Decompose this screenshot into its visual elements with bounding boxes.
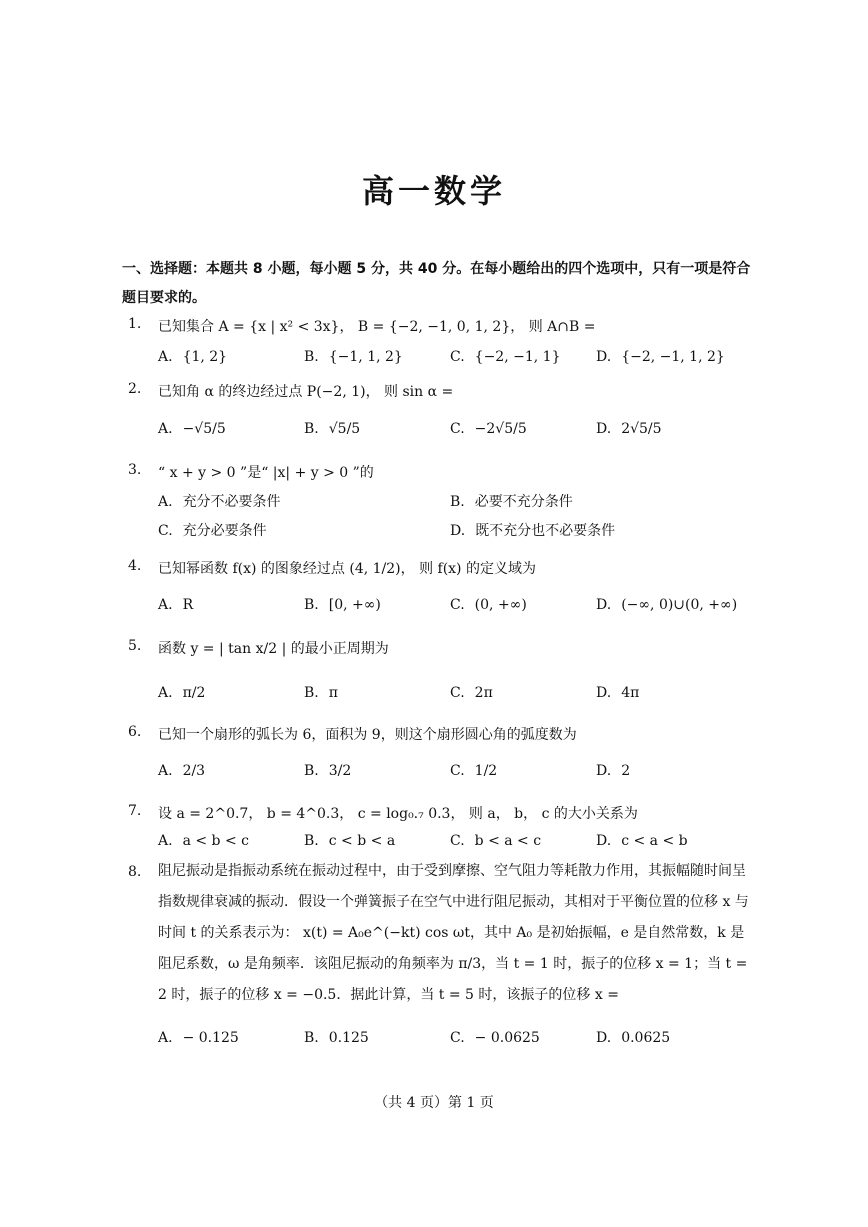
option-d: D. 2 <box>596 763 631 779</box>
option-a: A. − 0.125 <box>158 1030 239 1046</box>
question-text: 已知集合 A = {x | x² < 3x}， B = {−2, −1, 0, 1, 2}， 则 A∩B = <box>158 319 596 335</box>
option-a: A. 充分不必要条件 <box>158 494 281 510</box>
option-b: B. 0.125 <box>304 1030 369 1046</box>
question-text: 阻尼振动是指振动系统在振动过程中，由于受到摩擦、空气阻力等耗散力作用，其振幅随时间呈指数规律衰减的振动．假设一个弹簧振子在空气中进行阻尼振动，其相对于平衡位置的位移 x 与时间 t 的关系表示为： x(t) = A₀e^(−kt) cos ωt，其中 A₀ 是初始振幅，e 是自然常数，k 是阻尼系数，ω 是角频率．该阻尼振动的角频率为 π/3，当 t = 1 时，振子的位移 x = 1；当 t = 2 时，振子的位移 x = −0.5．据此计算，当 t = 5 时，该振子的位移 x = <box>158 863 749 1003</box>
option-b: B. √5/5 <box>304 421 361 437</box>
question-text: 已知一个扇形的弧长为 6，面积为 9，则这个扇形圆心角的弧度数为 <box>158 727 577 743</box>
question-text: 已知角 α 的终边经过点 P(−2, 1)， 则 sin α = <box>158 384 454 400</box>
question-text: 设 a = 2^0.7， b = 4^0.3， c = log₀.₇ 0.3， 则 a， b， c 的大小关系为 <box>158 806 638 822</box>
option-d: D. 4π <box>596 685 640 701</box>
option-d: D. 2√5/5 <box>596 421 662 437</box>
option-a: A. {1, 2} <box>158 349 228 365</box>
option-c: C. 1/2 <box>450 763 498 779</box>
option-c: C. −2√5/5 <box>450 421 527 437</box>
question-text: 函数 y = | tan x/2 | 的最小正周期为 <box>158 641 389 657</box>
question-number: 7. <box>128 803 142 819</box>
question-number: 2. <box>128 381 142 397</box>
option-b: B. 必要不充分条件 <box>450 494 573 510</box>
option-b: B. 3/2 <box>304 763 352 779</box>
option-c: C. 充分必要条件 <box>158 523 267 539</box>
question-number: 5. <box>128 638 142 654</box>
option-b: B. π <box>304 685 338 701</box>
option-c: C. b < a < c <box>450 833 542 849</box>
option-a: A. π/2 <box>158 685 206 701</box>
question-text: 已知幂函数 f(x) 的图象经过点 (4, 1/2)， 则 f(x) 的定义域为 <box>158 561 536 577</box>
option-a: A. 2/3 <box>158 763 206 779</box>
option-d: D. {−2, −1, 1, 2} <box>596 349 725 365</box>
option-c: C. − 0.0625 <box>450 1030 540 1046</box>
option-c: C. 2π <box>450 685 493 701</box>
page-title: 高一数学 <box>361 172 506 210</box>
question-number: 8. <box>128 864 142 880</box>
question-number: 3. <box>128 462 142 478</box>
option-a: A. a < b < c <box>158 833 249 849</box>
question-text: “ x + y > 0 ”是“ |x| + y > 0 ”的 <box>158 465 374 481</box>
option-d: D. 既不充分也不必要条件 <box>450 523 616 539</box>
option-d: D. 0.0625 <box>596 1030 671 1046</box>
option-c: C. (0, +∞) <box>450 597 527 613</box>
section-heading: 一、选择题：本题共 8 小题，每小题 5 分，共 40 分。在每小题给出的四个选项中，只有一项是符合题目要求的。 <box>122 261 751 306</box>
page-footer: （共 4 页）第 1 页 <box>374 1095 494 1111</box>
option-b: B. {−1, 1, 2} <box>304 349 403 365</box>
question-number: 1. <box>128 316 142 332</box>
option-d: D. c < a < b <box>596 833 688 849</box>
option-b: B. c < b < a <box>304 833 396 849</box>
option-a: A. −√5/5 <box>158 421 226 437</box>
option-d: D. (−∞, 0)∪(0, +∞) <box>596 597 738 613</box>
question-number: 4. <box>128 558 142 574</box>
option-a: A. R <box>158 597 194 613</box>
question-number: 6. <box>128 724 142 740</box>
option-c: C. {−2, −1, 1} <box>450 349 561 365</box>
option-b: B. [0, +∞) <box>304 597 381 613</box>
